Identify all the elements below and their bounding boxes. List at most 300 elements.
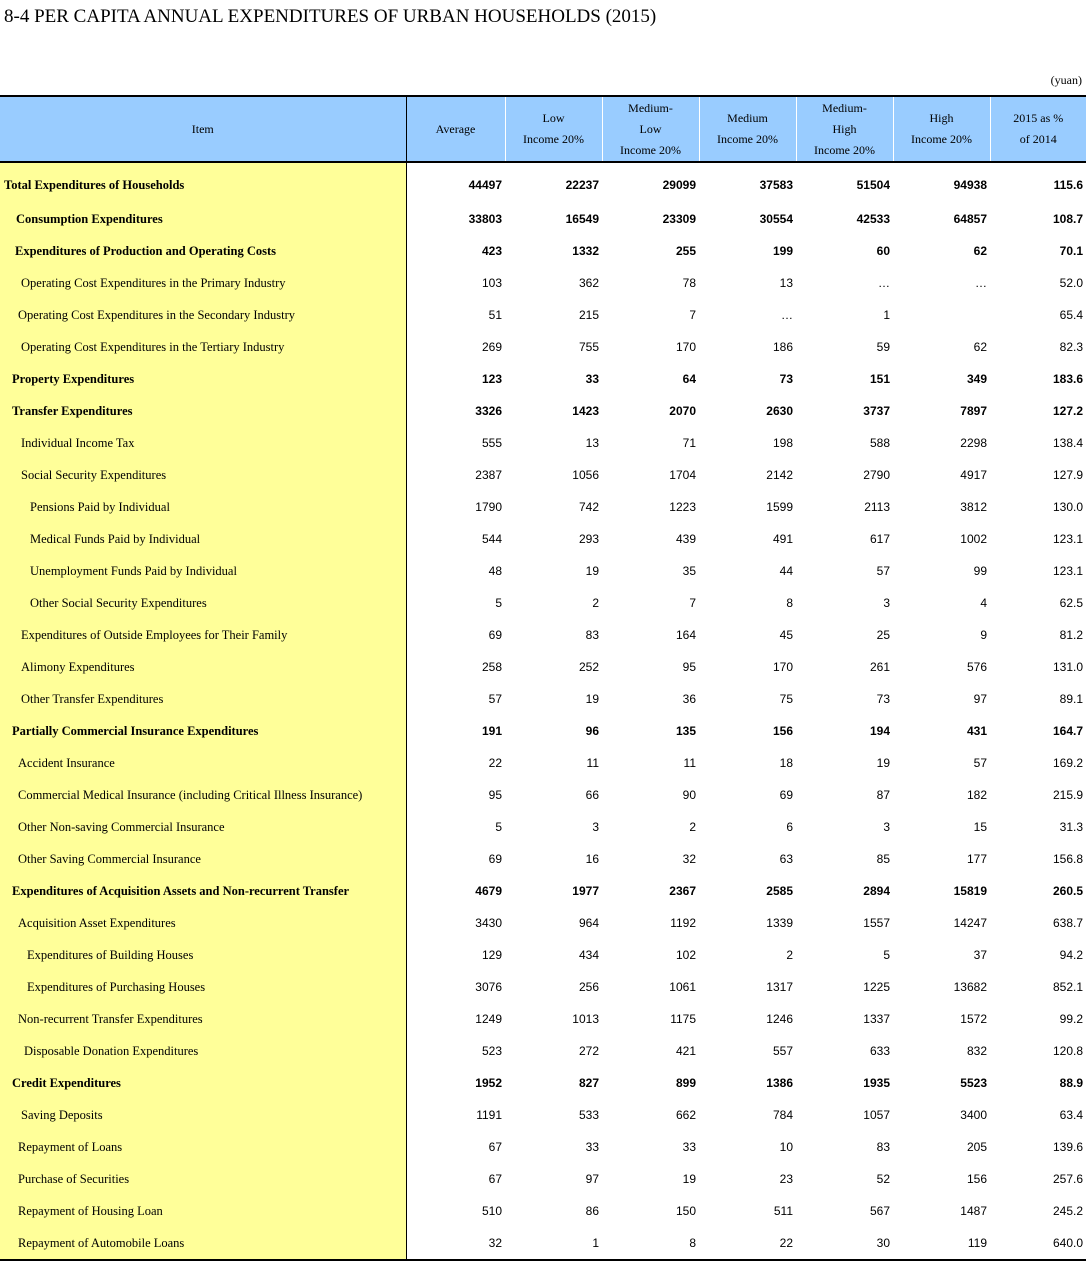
value-cell: 37 [973,948,987,962]
value-cell: 3 [883,820,890,834]
value-cell: 25 [876,628,890,642]
column-header-line: Income 20% [911,132,972,146]
value-cell: 257.6 [1052,1172,1083,1186]
table-row [0,779,1086,811]
value-cell: 42533 [856,212,890,226]
value-cell: 8 [786,596,793,610]
value-cell: … [878,276,890,290]
table-row [0,555,1086,587]
row-item-label: Other Saving Commercial Insurance [0,843,406,875]
value-cell: 90 [682,788,696,802]
value-cell: 1 [505,1227,602,1260]
value-cell: 3737 [863,404,890,418]
value-cell: 70.1 [1059,244,1083,258]
value-cell: 156 [772,724,793,738]
value-cell: 183.6 [1052,372,1083,386]
value-cell: 1386 [766,1076,793,1090]
value-cell: … [975,276,987,290]
value-cell: 15819 [953,884,987,898]
value-cell: 48 [488,564,502,578]
value-cell: 755 [578,340,599,354]
value-cell: 123.1 [1052,532,1083,546]
row-item-label: Consumption Expenditures [0,203,406,235]
row-item-label: Operating Cost Expenditures in the Primary Industry [0,267,406,299]
value-cell: 11 [683,756,696,770]
row-item-label: Total Expenditures of Households [0,162,406,203]
value-cell: 362 [578,276,599,290]
value-cell: 1790 [475,500,502,514]
value-cell: 164 [675,628,696,642]
value-cell: 44497 [468,178,502,192]
value-cell: 67 [488,1172,502,1186]
value-cell: 638.7 [1052,916,1083,930]
value-cell: 1572 [960,1012,987,1026]
value-cell: 1061 [669,980,696,994]
value-cell: 2367 [669,884,696,898]
value-cell: 23309 [662,212,696,226]
value-cell: 69 [779,788,793,802]
value-cell: 4679 [475,884,502,898]
value-cell: 1 [883,308,890,322]
row-item-label: Medical Funds Paid by Individual [0,523,406,555]
row-item-label: Repayment of Automobile Loans [0,1227,406,1260]
value-cell: 23 [779,1172,793,1186]
value-cell: 852.1 [1052,980,1083,994]
value-cell: 1223 [669,500,696,514]
value-cell: 1056 [572,468,599,482]
value-cell: 199 [772,244,793,258]
value-cell: 1249 [475,1012,502,1026]
value-cell: 256 [578,980,599,994]
column-header-medium-high-income [796,96,893,162]
row-item-label: Accident Insurance [0,747,406,779]
column-header-line: Medium [727,111,768,125]
row-item-label: Individual Income Tax [0,427,406,459]
row-item-label: Repayment of Loans [0,1131,406,1163]
value-cell: 62 [973,244,987,258]
value-cell: 51 [488,308,502,322]
value-cell: 2630 [766,404,793,418]
value-cell: 215.9 [1052,788,1083,802]
value-cell: 1192 [670,916,696,930]
value-cell: 567 [869,1204,890,1218]
value-cell: 5 [883,948,890,962]
table-row [0,427,1086,459]
value-cell: 22 [699,1227,796,1260]
row-item-label: Expenditures of Acquisition Assets and Non-recurrent Transfer [0,875,406,907]
value-cell: 177 [966,852,987,866]
value-cell: 95 [488,788,502,802]
value-cell: 3812 [960,500,987,514]
value-cell: 1332 [572,244,599,258]
value-cell: 1175 [670,1012,696,1026]
column-header-line: Average [435,121,476,136]
value-cell: 899 [675,1076,696,1090]
row-item-label: Property Expenditures [0,363,406,395]
value-cell: 127.2 [1052,404,1083,418]
value-cell: 71 [682,436,696,450]
value-cell: 2298 [960,436,987,450]
value-cell: 261 [869,660,890,674]
value-cell: 14247 [953,916,987,930]
value-cell: 75 [779,692,793,706]
value-cell: 83 [585,628,599,642]
value-cell: 78 [682,276,696,290]
value-cell: 1246 [766,1012,793,1026]
row-item-label: Credit Expenditures [0,1067,406,1099]
table-row [0,875,1086,907]
value-cell: 3400 [960,1108,987,1122]
value-cell: 2 [689,820,696,834]
value-cell: 57 [973,756,987,770]
value-cell: 784 [772,1108,793,1122]
value-cell: 170 [772,660,793,674]
value-cell: 1002 [960,532,987,546]
table-row [0,1067,1086,1099]
value-cell: 533 [578,1108,599,1122]
value-cell: 88.9 [1059,1076,1083,1090]
value-cell: 13682 [953,980,987,994]
value-cell: 19 [585,564,599,578]
value-cell: 51504 [856,178,890,192]
row-item-label: Commercial Medical Insurance (including Critical Illness Insurance) [0,779,406,811]
value-cell: 588 [869,436,890,450]
value-cell: 63.4 [1059,1108,1083,1122]
table-row [0,1131,1086,1163]
value-cell: 3430 [475,916,502,930]
value-cell: 64857 [953,212,987,226]
value-cell: 245.2 [1052,1204,1083,1218]
page-title: 8-4 PER CAPITA ANNUAL EXPENDITURES OF URBAN HOUSEHOLDS (2015) [4,6,657,27]
value-cell: 87 [876,788,890,802]
table-row [0,683,1086,715]
column-header-low-income [505,96,602,162]
table-row [0,459,1086,491]
column-header-line: Income 20% [814,142,875,157]
value-cell: 22 [488,756,502,770]
column-header-line: 2015 as % [1013,111,1064,125]
value-cell: 59 [876,340,890,354]
table-row [0,267,1086,299]
value-cell: 662 [675,1108,696,1122]
value-cell: 85 [876,852,890,866]
value-cell: 205 [966,1140,987,1154]
value-cell: 65.4 [1059,308,1083,322]
value-cell: 150 [675,1204,696,1218]
value-cell: 2070 [669,404,696,418]
row-item-label: Operating Cost Expenditures in the Secondary Industry [0,299,406,331]
table-row [0,907,1086,939]
value-cell: 576 [966,660,987,674]
value-cell: 1557 [863,916,890,930]
table-row [0,747,1086,779]
table-row [0,1099,1086,1131]
table-row [0,811,1086,843]
value-cell: 3326 [475,404,502,418]
column-header-medium-income [699,96,796,162]
value-cell: 62 [973,340,987,354]
value-cell: 198 [772,436,793,450]
row-item-label: Pensions Paid by Individual [0,491,406,523]
value-cell: 7 [689,596,696,610]
value-cell: 742 [578,500,599,514]
value-cell: 523 [481,1044,502,1058]
value-cell: 36 [682,692,696,706]
value-cell: 52 [876,1172,890,1186]
value-cell: 44 [779,564,793,578]
column-header-line: Income 20% [717,132,778,146]
table-row [0,939,1086,971]
table-row [0,715,1086,747]
value-cell: 135 [675,724,696,738]
value-cell: 62.5 [1059,596,1083,610]
row-item-label: Acquisition Asset Expenditures [0,907,406,939]
table-row [0,203,1086,235]
value-cell: 1191 [476,1108,502,1122]
table-row [0,1035,1086,1067]
value-cell: 89.1 [1059,692,1083,706]
table-row [0,395,1086,427]
value-cell: 99 [973,564,987,578]
value-cell: 123.1 [1052,564,1083,578]
value-cell: 2387 [475,468,502,482]
value-cell: 258 [481,660,502,674]
column-header-item [0,96,406,162]
value-cell: 13 [779,276,793,290]
value-cell [893,299,990,331]
value-cell: 11 [586,756,599,770]
table-header-row [0,96,1086,162]
value-cell: 16549 [565,212,599,226]
value-cell: 260.5 [1052,884,1083,898]
value-cell: 67 [488,1140,502,1154]
value-cell: 83 [876,1140,890,1154]
value-cell: 293 [578,532,599,546]
value-cell: 33 [585,1140,599,1154]
value-cell: 57 [876,564,890,578]
unit-label: (yuan) [1050,73,1082,87]
value-cell: 2 [786,948,793,962]
value-cell: 491 [772,532,793,546]
value-cell: 1704 [669,468,696,482]
value-cell: 156.8 [1052,852,1083,866]
value-cell: 16 [585,852,599,866]
column-header-line: Medium- [628,100,673,115]
row-item-label: Purchase of Securities [0,1163,406,1195]
value-cell: 32 [406,1227,505,1260]
value-cell: 13 [585,436,599,450]
value-cell: 2113 [864,500,890,514]
value-cell: 151 [869,372,890,386]
value-cell: 511 [773,1204,793,1218]
value-cell: 33803 [468,212,502,226]
value-cell: 349 [966,372,987,386]
value-cell: 421 [675,1044,696,1058]
value-cell: 94.2 [1059,948,1083,962]
value-cell: 127.9 [1052,468,1083,482]
table-row [0,331,1086,363]
value-cell: 1423 [572,404,599,418]
value-cell: 431 [966,724,987,738]
value-cell: 964 [578,916,599,930]
value-cell: 69 [488,628,502,642]
value-cell: 10 [779,1140,793,1154]
value-cell: 544 [481,532,502,546]
value-cell: 7 [689,308,696,322]
table-row [0,619,1086,651]
value-cell: 73 [876,692,890,706]
value-cell: 5523 [960,1076,987,1090]
value-cell: 1317 [766,980,793,994]
value-cell: 557 [772,1044,793,1058]
value-cell: 33 [585,372,599,386]
value-cell: 120.8 [1052,1044,1083,1058]
table-body [0,162,1086,1260]
row-item-label: Transfer Expenditures [0,395,406,427]
value-cell: 30 [796,1227,893,1260]
value-cell: 123 [481,372,502,386]
row-item-label: Expenditures of Building Houses [0,939,406,971]
value-cell: 827 [578,1076,599,1090]
table-row [0,235,1086,267]
row-item-label: Social Security Expenditures [0,459,406,491]
value-cell: 115.6 [1053,178,1083,192]
value-cell: 52.0 [1059,276,1083,290]
value-cell: 194 [869,724,890,738]
table-row [0,651,1086,683]
value-cell: 169.2 [1052,756,1083,770]
value-cell: 6 [786,820,793,834]
value-cell: 1337 [863,1012,890,1026]
value-cell: 8 [602,1227,699,1260]
table-row [0,523,1086,555]
value-cell: 832 [966,1044,987,1058]
value-cell: 255 [675,244,696,258]
value-cell: 7897 [960,404,987,418]
value-cell: 103 [481,276,502,290]
table-row [0,162,1086,203]
column-header-line: Item [191,121,214,136]
row-item-label: Repayment of Housing Loan [0,1195,406,1227]
value-cell: 2790 [863,468,890,482]
value-cell: 131.0 [1052,660,1083,674]
value-cell: 2894 [863,884,890,898]
table-row [0,363,1086,395]
value-cell: 1599 [766,500,793,514]
row-item-label: Other Transfer Expenditures [0,683,406,715]
value-cell: 82.3 [1059,340,1083,354]
value-cell: 617 [869,532,890,546]
value-cell: 2585 [766,884,793,898]
column-header-line: Income 20% [523,132,584,146]
value-cell: 439 [675,532,696,546]
value-cell: 4 [980,596,987,610]
value-cell: 3 [592,820,599,834]
value-cell: 31.3 [1059,820,1083,834]
table-row [0,843,1086,875]
value-cell: 45 [779,628,793,642]
value-cell: 170 [675,340,696,354]
row-item-label: Partially Commercial Insurance Expenditures [0,715,406,747]
row-item-label: Other Non-saving Commercial Insurance [0,811,406,843]
value-cell: 215 [578,308,599,322]
value-cell: 18 [779,756,793,770]
value-cell: 4917 [960,468,987,482]
value-cell: 86 [585,1204,599,1218]
value-cell: 9 [980,628,987,642]
value-cell: 97 [973,692,987,706]
value-cell: 29099 [662,178,696,192]
value-cell: 2142 [766,468,793,482]
row-item-label: Unemployment Funds Paid by Individual [0,555,406,587]
value-cell: 2 [592,596,599,610]
value-cell: 423 [481,244,502,258]
value-cell: 57 [488,692,502,706]
table-row [0,971,1086,1003]
value-cell: 191 [481,724,502,738]
value-cell: 5 [495,596,502,610]
row-item-label: Other Social Security Expenditures [0,587,406,619]
column-header-line: Low [542,111,565,125]
table-row [0,1195,1086,1227]
value-cell: 66 [585,788,599,802]
value-cell: 182 [966,788,987,802]
value-cell: 640.0 [990,1227,1086,1260]
value-cell: 138.4 [1052,436,1083,450]
value-cell: 30554 [759,212,793,226]
value-cell: 1013 [572,1012,599,1026]
value-cell: 97 [585,1172,599,1186]
table-row [0,587,1086,619]
value-cell: 5 [495,820,502,834]
value-cell: 555 [481,436,502,450]
value-cell: 73 [779,372,793,386]
column-header-line: of 2014 [1019,132,1057,146]
value-cell: 1057 [863,1108,890,1122]
value-cell: 434 [578,948,599,962]
value-cell: 15 [973,820,987,834]
value-cell: 35 [682,564,696,578]
expenditure-table [0,95,1086,1261]
value-cell: 269 [481,340,502,354]
value-cell: 37583 [759,178,793,192]
row-item-label: Expenditures of Outside Employees for Their Family [0,619,406,651]
column-header-line: Medium- [822,100,867,115]
value-cell: 129 [481,948,502,962]
column-header-line: High [832,121,857,136]
value-cell: 156 [966,1172,987,1186]
value-cell: 1225 [863,980,890,994]
value-cell: 63 [779,852,793,866]
value-cell: 186 [772,340,793,354]
row-item-label: Non-recurrent Transfer Expenditures [0,1003,406,1035]
value-cell: 96 [585,724,599,738]
column-header-pct-of-2014 [990,96,1086,162]
column-header-line: High [929,111,954,125]
row-item-label: Disposable Donation Expenditures [0,1035,406,1067]
column-header-line: Income 20% [620,142,681,157]
table-row [0,299,1086,331]
value-cell: 19 [682,1172,696,1186]
value-cell: 164.7 [1052,724,1083,738]
value-cell: 32 [682,852,696,866]
value-cell: 64 [682,372,696,386]
value-cell: 19 [585,692,599,706]
table-row [0,1163,1086,1195]
value-cell: 130.0 [1052,500,1083,514]
value-cell: 19 [876,756,890,770]
value-cell: 1952 [475,1076,502,1090]
